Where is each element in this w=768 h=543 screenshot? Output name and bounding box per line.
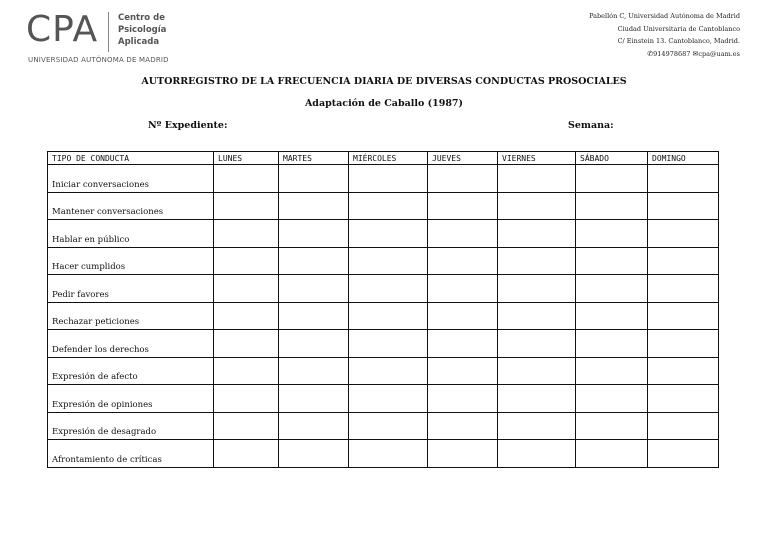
frequency-cell[interactable] xyxy=(428,302,498,330)
address-line-2: Ciudad Universitaria de Cantoblanco xyxy=(617,24,740,33)
frequency-cell[interactable] xyxy=(648,247,719,275)
frequency-cell[interactable] xyxy=(214,275,279,303)
frequency-cell[interactable] xyxy=(279,275,349,303)
table-row xyxy=(48,192,719,220)
address-block xyxy=(589,10,740,60)
frequency-cell[interactable] xyxy=(349,165,428,193)
cpa-logo xyxy=(26,8,176,68)
frequency-cell[interactable] xyxy=(648,302,719,330)
frequency-cell[interactable] xyxy=(498,330,576,358)
frequency-cell[interactable] xyxy=(648,220,719,248)
frequency-cell[interactable] xyxy=(648,440,719,468)
frequency-cell[interactable] xyxy=(576,440,648,468)
logo-line-2: Psicología xyxy=(118,25,167,35)
frequency-cell[interactable] xyxy=(428,385,498,413)
frequency-cell[interactable] xyxy=(428,165,498,193)
table-row xyxy=(48,330,719,358)
column-header-day: MARTES xyxy=(279,152,349,165)
frequency-cell[interactable] xyxy=(428,412,498,440)
frequency-cell[interactable] xyxy=(279,247,349,275)
frequency-cell[interactable] xyxy=(279,357,349,385)
frequency-cell[interactable] xyxy=(349,275,428,303)
behavior-label: Defender los derechos xyxy=(48,330,214,358)
table-row xyxy=(48,220,719,248)
frequency-cell[interactable] xyxy=(214,247,279,275)
behavior-label: Iniciar conversaciones xyxy=(48,165,214,193)
phone-icon: ✆ xyxy=(647,49,654,58)
frequency-cell[interactable] xyxy=(214,165,279,193)
frequency-cell[interactable] xyxy=(214,412,279,440)
phone-number: 914978687 xyxy=(653,49,691,58)
column-header-day: MIÉRCOLES xyxy=(349,152,428,165)
logo-line-3: Aplicada xyxy=(118,37,160,47)
frequency-cell[interactable] xyxy=(648,330,719,358)
logo-abbr: CPA xyxy=(26,9,99,50)
table-row xyxy=(48,302,719,330)
frequency-cell[interactable] xyxy=(498,412,576,440)
frequency-cell[interactable] xyxy=(498,247,576,275)
frequency-cell[interactable] xyxy=(576,220,648,248)
document-title: AUTORREGISTRO DE LA FRECUENCIA DIARIA DE DIVERSAS CONDUCTAS PROSOCIALES xyxy=(141,76,627,87)
frequency-cell[interactable] xyxy=(279,412,349,440)
frequency-cell[interactable] xyxy=(214,440,279,468)
table-header-row xyxy=(48,152,719,165)
frequency-cell[interactable] xyxy=(576,165,648,193)
frequency-cell[interactable] xyxy=(648,165,719,193)
contact-line xyxy=(589,48,740,61)
behavior-label: Afrontamiento de críticas xyxy=(48,440,214,468)
table-row xyxy=(48,440,719,468)
frequency-cell[interactable] xyxy=(279,385,349,413)
record-table xyxy=(47,151,719,468)
frequency-cell[interactable] xyxy=(498,165,576,193)
frequency-cell[interactable] xyxy=(498,192,576,220)
mail-icon: ✉ xyxy=(692,49,699,58)
table-row xyxy=(48,275,719,303)
behavior-label: Mantener conversaciones xyxy=(48,192,214,220)
frequency-cell[interactable] xyxy=(498,302,576,330)
column-header-day: LUNES xyxy=(214,152,279,165)
expediente-label: Nº Expediente: xyxy=(148,120,228,131)
frequency-cell[interactable] xyxy=(349,412,428,440)
document-subtitle: Adaptación de Caballo (1987) xyxy=(304,98,464,109)
table-row xyxy=(48,165,719,193)
frequency-cell[interactable] xyxy=(648,357,719,385)
frequency-cell[interactable] xyxy=(576,302,648,330)
table-row xyxy=(48,412,719,440)
frequency-cell[interactable] xyxy=(648,192,719,220)
frequency-cell[interactable] xyxy=(648,385,719,413)
frequency-cell[interactable] xyxy=(498,275,576,303)
frequency-cell[interactable] xyxy=(279,330,349,358)
frequency-cell[interactable] xyxy=(349,220,428,248)
column-header-behavior: TIPO DE CONDUCTA xyxy=(48,152,214,165)
table-body xyxy=(48,165,719,468)
frequency-cell[interactable] xyxy=(648,275,719,303)
frequency-cell[interactable] xyxy=(214,220,279,248)
column-header-day: VIERNES xyxy=(498,152,576,165)
frequency-cell[interactable] xyxy=(349,357,428,385)
frequency-cell[interactable] xyxy=(576,385,648,413)
frequency-cell[interactable] xyxy=(576,275,648,303)
frequency-cell[interactable] xyxy=(428,192,498,220)
frequency-cell[interactable] xyxy=(428,275,498,303)
column-header-day: JUEVES xyxy=(428,152,498,165)
frequency-cell[interactable] xyxy=(498,220,576,248)
frequency-cell[interactable] xyxy=(214,330,279,358)
semana-label: Semana: xyxy=(568,120,614,131)
frequency-cell[interactable] xyxy=(428,440,498,468)
logo-divider xyxy=(108,12,109,52)
frequency-cell[interactable] xyxy=(498,357,576,385)
frequency-cell[interactable] xyxy=(498,440,576,468)
behavior-label: Rechazar peticiones xyxy=(48,302,214,330)
frequency-cell[interactable] xyxy=(214,302,279,330)
column-header-day: DOMINGO xyxy=(648,152,719,165)
address-line-1: Pabellón C, Universidad Autónoma de Madrid xyxy=(589,12,740,20)
frequency-cell[interactable] xyxy=(279,165,349,193)
frequency-cell[interactable] xyxy=(214,192,279,220)
behavior-label: Expresión de afecto xyxy=(48,357,214,385)
behavior-label: Expresión de desagrado xyxy=(48,412,214,440)
frequency-cell[interactable] xyxy=(279,302,349,330)
frequency-cell[interactable] xyxy=(349,440,428,468)
frequency-cell[interactable] xyxy=(349,192,428,220)
table-row xyxy=(48,357,719,385)
logo-line-1: Centro de xyxy=(118,13,165,23)
email-address: cpa@uam.es xyxy=(698,49,740,58)
frequency-cell[interactable] xyxy=(428,330,498,358)
frequency-cell[interactable] xyxy=(428,357,498,385)
frequency-cell[interactable] xyxy=(576,357,648,385)
behavior-label: Pedir favores xyxy=(48,275,214,303)
table-row xyxy=(48,385,719,413)
frequency-cell[interactable] xyxy=(214,357,279,385)
frequency-cell[interactable] xyxy=(279,192,349,220)
frequency-cell[interactable] xyxy=(576,330,648,358)
logo-center-name xyxy=(118,12,166,48)
frequency-cell[interactable] xyxy=(576,412,648,440)
frequency-cell[interactable] xyxy=(279,220,349,248)
frequency-cell[interactable] xyxy=(576,192,648,220)
frequency-cell[interactable] xyxy=(576,247,648,275)
address-line-3: C/ Einstein 13. Cantoblanco, Madrid. xyxy=(617,37,740,45)
frequency-cell[interactable] xyxy=(349,302,428,330)
behavior-label: Expresión de opiniones xyxy=(48,385,214,413)
frequency-cell[interactable] xyxy=(279,440,349,468)
frequency-cell[interactable] xyxy=(349,247,428,275)
logo-university: UNIVERSIDAD AUTÓNOMA DE MADRID xyxy=(28,56,169,64)
behavior-label: Hablar en público xyxy=(48,220,214,248)
column-header-day: SÁBADO xyxy=(576,152,648,165)
frequency-cell[interactable] xyxy=(498,385,576,413)
frequency-cell[interactable] xyxy=(349,330,428,358)
frequency-cell[interactable] xyxy=(214,385,279,413)
frequency-cell[interactable] xyxy=(648,412,719,440)
table-row xyxy=(48,247,719,275)
frequency-cell[interactable] xyxy=(349,385,428,413)
behavior-label: Hacer cumplidos xyxy=(48,247,214,275)
frequency-cell[interactable] xyxy=(428,220,498,248)
frequency-cell[interactable] xyxy=(428,247,498,275)
